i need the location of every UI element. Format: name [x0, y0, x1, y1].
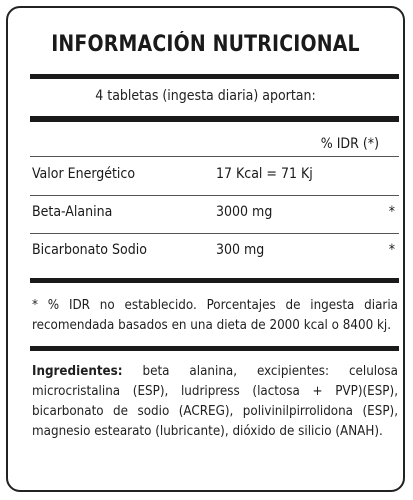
nutrient-idr: * [388, 204, 395, 220]
nutrient-name: Valor Energético [32, 166, 136, 182]
ingredients-text [32, 362, 398, 442]
serving-size: 4 tabletas (ingesta diaria) aportan: [95, 88, 316, 104]
panel-title: INFORMACIÓN NUTRICIONAL [51, 32, 360, 57]
nutrient-row [30, 204, 399, 242]
idr-footnote: * % IDR no establecido. Porcentajes de ingesta diaria recomendada basados en una dieta de 2000 kcal o 8400 kj. [32, 298, 398, 333]
ingredients-list: beta alanina, excipientes: celulosa microcristalina (ESP), ludripress (lactosa + PVP)(ESP), bicarbonato de sodio (ACREG), polivinilpirrolidona (ESP), magnesio estearato (lubricante), dióxido de silicio (ANAH). [32, 364, 398, 439]
divider-thick [30, 346, 399, 351]
nutrient-row [30, 242, 399, 280]
nutrient-name: Bicarbonato Sodio [32, 242, 147, 258]
nutrient-idr: * [388, 242, 395, 258]
divider-thick [30, 74, 399, 79]
divider-thick [30, 278, 399, 283]
divider-thin [30, 233, 399, 234]
divider-thin [30, 156, 399, 157]
nutrient-row [30, 166, 399, 204]
nutrient-value: 17 Kcal = 71 Kj [216, 166, 313, 182]
nutrient-value: 3000 mg [216, 204, 273, 220]
ingredients-label: Ingredientes: [32, 364, 123, 379]
divider-thick [30, 116, 399, 122]
nutrition-panel [6, 6, 405, 492]
divider-thin [30, 195, 399, 196]
nutrient-value: 300 mg [216, 242, 265, 258]
nutrient-name: Beta-Alanina [32, 204, 113, 220]
idr-header: % IDR (*) [320, 136, 379, 152]
